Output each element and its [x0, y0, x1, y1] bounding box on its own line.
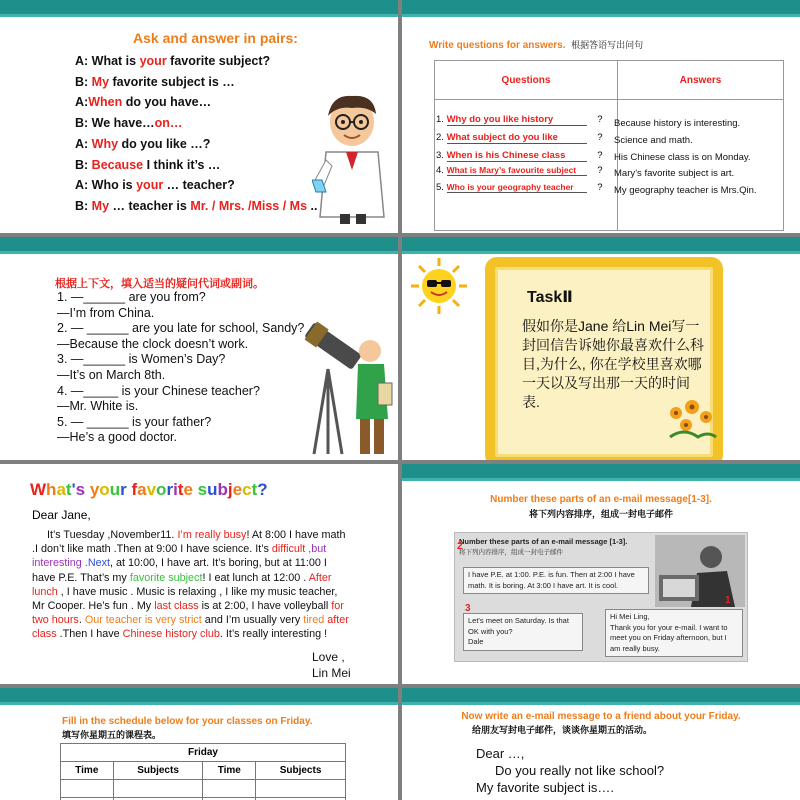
slide-task-two[interactable]	[402, 237, 800, 460]
order-mark: 1	[725, 595, 731, 606]
text-segment: your	[139, 54, 167, 68]
exercise-line: 3. —______ is Women’s Day?	[57, 352, 226, 367]
question-number: 4.	[436, 165, 447, 176]
text-segment: . It’s really interesting !	[219, 628, 328, 641]
question-answer-text: Why do you like history	[447, 114, 587, 126]
exercise-line: 4. —_____ is your Chinese teacher?	[57, 383, 260, 398]
schedule-day: Friday	[61, 744, 346, 762]
text-segment: B:	[75, 157, 92, 172]
title-letter: r	[120, 480, 127, 499]
title-letter: o	[99, 480, 110, 499]
slide-fill-question-words[interactable]	[0, 237, 398, 460]
slide-write-questions[interactable]	[402, 0, 800, 233]
text-segment: Our teacher is very strict	[84, 614, 202, 627]
text-segment: A:	[75, 95, 89, 110]
dialogue-line	[75, 75, 235, 89]
slide-header-bar	[402, 464, 800, 478]
question-item	[436, 165, 603, 176]
letter-closing: Love ,	[312, 650, 345, 664]
slide-header-bar	[0, 237, 398, 251]
slide-title: Number these parts of an e-mail message[1-3].	[490, 494, 712, 505]
title-letter: e	[232, 480, 243, 499]
text-segment: I think it’s …	[143, 157, 221, 172]
slide-number-email-parts[interactable]	[402, 464, 800, 684]
exercise-line: —Because the clock doesn’t work.	[57, 336, 249, 351]
text-segment: on…	[154, 116, 183, 131]
dialogue-line	[75, 178, 235, 192]
text-segment: after class	[32, 614, 349, 641]
text-segment: A: What is	[75, 54, 140, 68]
text-segment: A: Who is	[75, 178, 137, 193]
email-line: Do you really not like school?	[495, 763, 665, 778]
text-segment: favorite subject is …	[109, 74, 235, 89]
text-segment: A:	[75, 136, 92, 151]
slide-header-bar	[402, 688, 800, 702]
title-letter: s	[75, 480, 86, 499]
title-letter: W	[30, 480, 47, 499]
email-part-note: Let's meet on Saturday. Is that OK with you? Dale	[463, 613, 583, 651]
answer-item: Mary’s favorite subject is art.	[614, 168, 735, 180]
schedule-cell[interactable]	[203, 780, 256, 798]
title-letter: b	[217, 480, 228, 499]
title-letter: y	[89, 480, 100, 499]
text-segment: … teacher?	[163, 178, 235, 193]
text-segment: ,but interesting	[32, 543, 327, 570]
question-mark: ?	[594, 132, 603, 143]
text-segment: do you like …?	[118, 136, 211, 151]
question-item	[436, 132, 603, 144]
dialogue-line	[75, 137, 210, 151]
text-segment: B: We have…	[75, 116, 155, 131]
text-segment: Because	[91, 157, 144, 172]
letter-body	[32, 528, 352, 642]
text-segment: ! At 8:00 I have math .I don’t like math .Then at 9:00 I have science. It’s	[32, 529, 346, 556]
exercise-line: —Mr. White is.	[57, 399, 139, 414]
question-number: 5.	[436, 182, 447, 193]
telescope-man-illustration	[300, 309, 395, 459]
exercise-line: —He’s a good doctor.	[57, 430, 177, 445]
question-item	[436, 182, 603, 193]
text-segment: … teacher is	[109, 198, 191, 213]
text-segment: , I have music . Music is relaxing , I like my music teacher, Mr Cooper. He’s fun . My	[32, 585, 338, 613]
title-letter: a	[56, 480, 66, 499]
text-segment: , at 10:00, I have art. It’s boring, but at 11:00 I have P.E. That’s my	[32, 557, 327, 584]
email-part-note: Hi Mei Ling, Thank you for your e-mail. I want to meet you on Friday afternoon, but I am really busy.	[605, 609, 743, 657]
title-letter: o	[156, 480, 167, 499]
title-letter: u	[207, 480, 218, 499]
question-mark: ?	[594, 165, 603, 176]
book-heading: Number these parts of an e-mail message [1-3].	[459, 537, 628, 546]
text-segment: is at 2:00, I have volleyball	[198, 600, 332, 613]
slide-header-bar	[402, 237, 800, 251]
question-mark: ?	[594, 150, 603, 161]
question-number: 3.	[436, 150, 447, 161]
question-answer-text: What subject do you like	[447, 132, 587, 144]
text-segment: When	[88, 95, 123, 110]
question-answer-text: When is his Chinese class	[447, 150, 587, 162]
text-segment: .Then I have	[56, 628, 123, 641]
slide-subtitle: 给朋友写封电子邮件，谈谈你星期五的活动。	[472, 725, 653, 735]
schedule-cell[interactable]	[256, 780, 346, 798]
slide-title: 根据上下文，填入适当的疑问代词或副词。	[55, 278, 264, 290]
schedule-table	[60, 743, 346, 800]
boy-at-computer-photo	[655, 535, 745, 607]
qa-table	[434, 60, 784, 231]
title-letter: i	[173, 480, 178, 499]
text-segment: favorite subject?	[166, 54, 271, 68]
title-letter: t	[251, 480, 258, 499]
email-line: Dear …,	[476, 746, 525, 761]
slide-ask-answer[interactable]	[0, 0, 398, 233]
slide-friday-schedule[interactable]	[0, 688, 398, 800]
order-mark: 3	[465, 603, 471, 614]
dialogue-line	[75, 95, 211, 109]
title-letter: s	[197, 480, 208, 499]
title-letter: v	[146, 480, 157, 499]
flowers-icon	[664, 397, 720, 441]
text-segment: B:	[75, 198, 92, 213]
title-letter: h	[46, 480, 57, 499]
answers-header: Answers	[618, 61, 784, 100]
title-letter: '	[71, 480, 76, 499]
slide-write-email[interactable]	[402, 688, 800, 800]
text-segment: After lunch	[32, 571, 332, 598]
schedule-cell[interactable]	[61, 780, 114, 798]
text-segment: .Next	[84, 557, 111, 570]
text-segment: and I’m usually very	[201, 614, 304, 627]
dialogue-line	[75, 116, 182, 130]
text-segment: Chinese history club	[122, 628, 220, 641]
slide-title: Fill in the schedule below for your classes on Friday.	[62, 716, 313, 727]
slide-header-bar	[0, 688, 398, 702]
dialogue-line	[75, 199, 317, 213]
exercise-line: 2. — ______ are you late for school, Sandy?	[57, 321, 305, 336]
title-letter: c	[242, 480, 252, 499]
text-segment: ! I eat lunch at 12:00 .	[202, 571, 309, 584]
order-mark: 2	[457, 541, 463, 552]
text-segment: last class	[154, 600, 199, 613]
schedule-cell[interactable]	[113, 780, 203, 798]
question-number: 1.	[436, 114, 447, 125]
text-segment: difficult	[271, 543, 309, 556]
schedule-header: Subjects	[113, 762, 203, 780]
rainbow-title	[30, 480, 268, 500]
slide-title: Write questions for answers. 根据答语写出问句	[429, 40, 644, 51]
title-letter: e	[183, 480, 193, 499]
slide-header-bar	[402, 0, 800, 14]
text-segment: your	[136, 178, 164, 193]
title-letter: r	[166, 480, 174, 499]
text-segment: B:	[75, 74, 92, 89]
schedule-header: Time	[203, 762, 256, 780]
answer-item: Science and math.	[614, 134, 693, 146]
text-segment: Why	[91, 136, 119, 151]
slide-letter[interactable]	[0, 464, 398, 684]
question-mark: ?	[594, 182, 603, 193]
slide-header-bar	[0, 0, 398, 14]
text-segment: .	[78, 614, 85, 627]
dialogue-line	[75, 158, 220, 172]
text-segment: My	[91, 74, 110, 89]
text-segment: ..	[307, 198, 318, 213]
exercise-line: 1. —______ are you from?	[57, 290, 206, 304]
text-segment: for two hours	[32, 600, 344, 627]
task-heading: TaskⅡ	[527, 289, 573, 306]
title-letter: a	[137, 480, 147, 499]
exercise-line: —It’s on March 8th.	[57, 368, 166, 382]
text-segment: It’s Tuesday ,November11.	[47, 529, 178, 541]
schedule-header: Subjects	[256, 762, 346, 780]
sun-sunglasses-icon	[410, 257, 468, 315]
slide-subtitle: 将下列内容排序，组成一封电子邮件	[528, 509, 673, 519]
exercise-line: —I’m from China.	[57, 305, 155, 320]
book-heading-cn: 将下列内容排序，组成一封电子邮件	[459, 549, 563, 556]
schedule-header: Time	[61, 762, 114, 780]
letter-signature: Lin Mei	[312, 666, 351, 680]
question-number: 2.	[436, 132, 447, 143]
dialogue-line	[75, 54, 270, 68]
letter-greeting: Dear Jane,	[32, 508, 91, 522]
title-letter: f	[131, 480, 138, 499]
question-item	[436, 150, 603, 162]
title-letter: t	[65, 480, 72, 499]
text-segment: favorite subject	[129, 571, 203, 584]
task-instructions: 假如你是Jane 给Lin Mei写一封回信告诉她你最喜欢什么科目,为什么, 你在学校里喜欢哪一天以及写出那一天的时间表.	[522, 318, 704, 410]
questions-header: Questions	[435, 61, 618, 100]
email-part-note: I have P.E. at 1:00. P.E. is fun. Then at 2:00 I have math. It is boring. At 3:00 I have art. It is cool.	[463, 567, 649, 594]
question-mark: ?	[594, 114, 603, 125]
scientist-illustration	[312, 92, 392, 227]
email-line: My favorite subject is….	[476, 780, 614, 795]
text-segment: I’m really busy	[177, 529, 247, 541]
answer-item: His Chinese class is on Monday.	[614, 151, 751, 163]
exercise-line: 5. — ______ is your father?	[57, 414, 212, 429]
title-letter: t	[177, 480, 184, 499]
text-segment: My	[91, 198, 110, 213]
text-segment: tired	[303, 614, 325, 627]
text-segment: do you have…	[122, 95, 212, 110]
title-letter: j	[227, 480, 233, 499]
title-letter: ?	[257, 480, 268, 499]
slide-subtitle: 填写你星期五的课程表。	[62, 730, 162, 740]
indent	[32, 529, 47, 541]
slide-title: Ask and answer in pairs:	[133, 30, 298, 46]
question-answer-text: What is Mary’s favourite subject	[447, 165, 587, 176]
question-answer-text: Who is your geography teacher	[447, 182, 587, 193]
question-item	[436, 114, 603, 126]
slide-title: Now write an e-mail message to a friend about your Friday.	[461, 711, 741, 722]
answer-item: Because history is interesting.	[614, 118, 741, 129]
answer-item: My geography teacher is Mrs.Qin.	[614, 185, 757, 197]
textbook-excerpt	[454, 532, 748, 662]
title-letter: u	[109, 480, 121, 499]
text-segment: Mr. / Mrs. /Miss / Ms	[190, 198, 308, 213]
